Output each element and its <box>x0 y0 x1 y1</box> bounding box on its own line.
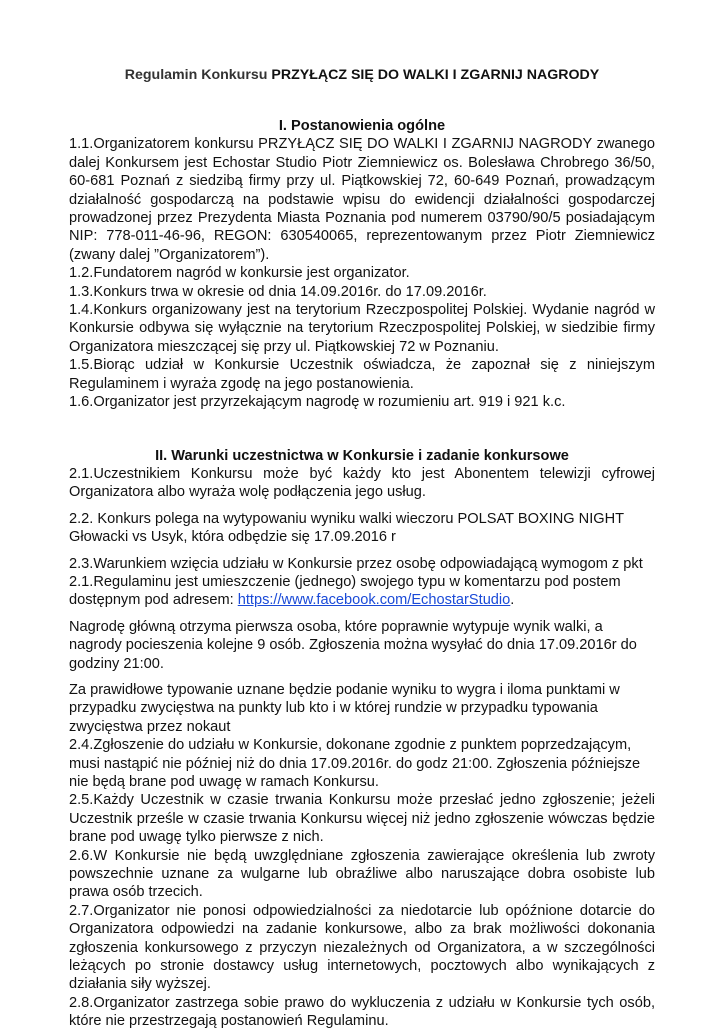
facebook-link[interactable]: https://www.facebook.com/EchostarStudio <box>237 592 511 609</box>
paragraph-2-3-text: 2.3.Warunkiem wzięcia udziału w Konkursie przez osobę odpowiadającą wymogom z pkt 2.1.Regulaminu jest umieszczenie (jednego) swojego typu w komentarzu pod postem dostępnym pod adresem: <box>69 555 643 609</box>
document-body <box>69 117 655 1031</box>
paragraph-1-6: 1.6.Organizator jest przyrzekającym nagrodę w rozumieniu art. 919 i 921 k.c. <box>69 394 566 411</box>
paragraph-1-3: 1.3.Konkurs trwa w okresie od dnia 14.09.2016r. do 17.09.2016r. <box>69 283 487 300</box>
paragraph-2-2: 2.2. Konkurs polega na wytypowaniu wyniku walki wieczoru POLSAT BOXING NIGHT Głowacki vs Usyk, która odbędzie się 17.09.2016 r <box>69 510 624 546</box>
paragraph-2-3 <box>69 555 655 610</box>
spacer <box>69 610 655 618</box>
paragraph-1-4: 1.4.Konkurs organizowany jest na terytorium Rzeczpospolitej Polskiej. Wydanie nagród w Konkursie odbywa się wyłącznie na terytorium Rzeczpospolitej Polskiej, w siedzibie firmy Organizatora mieszczącej się przy ul. Piątkowskiej 72 w Poznaniu. <box>69 302 655 355</box>
spacer <box>69 673 655 681</box>
paragraph-1-5: 1.5.Biorąc udział w Konkursie Uczestnik oświadcza, że zapoznał się z niniejszym Regulaminem i wyraża zgodę na jego postanowienia. <box>69 357 655 392</box>
paragraph-1-1: 1.1.Organizatorem konkursu PRZYŁĄCZ SIĘ DO WALKI I ZGARNIJ NAGRODY zwanego dalej Konkursem jest Echostar Studio Piotr Ziemniewicz os. Bolesława Chrobrego 36/50, 60-681 Poznań z siedzibą firmy przy ul. Piątkowskiej 72, 60-649 Poznań, prowadzącym działalność gospodarczą na podstawie wpisu do ewidencji działalności gospodarczej prowadzonej przez Prezydenta Miasta Poznania pod numerem 03790/90/5 posiadającym NIP: 778-011-46-96, REGON: 630540065, reprezentowanym przez Piotr Ziemniewicz (zwany dalej ”Organizatorem”). <box>69 136 655 263</box>
section-spacer <box>69 412 655 447</box>
section-1-heading: I. Postanowienia ogólne <box>278 118 446 134</box>
title-lead: Regulamin Konkursu <box>124 67 272 83</box>
paragraph-2-1: 2.1.Uczestnikiem Konkursu może być każdy kto jest Abonentem telewizji cyfrowej Organizatora albo wyraża wolę podłączenia jego usług. <box>69 465 655 501</box>
paragraph-2-7: 2.7.Organizator nie ponosi odpowiedzialności za niedotarcie lub opóźnione dotarcie do Organizatora odpowiedzi na zadanie konkursowe, albo za brak możliwości dokonania zgłoszenia konkursowego z przyczyn niezależnych od Organizatora, a w szczególności leżących po stronie dostawcy usług internetowych, pocztowych albo wynikających z działania siły wyższej. <box>69 902 655 993</box>
paragraph-2-4: 2.4.Zgłoszenie do udziału w Konkursie, dokonane zgodnie z punktem poprzedzającym, musi nastąpić nie później niż do dnia 17.09.2016r. do godz 21:00. Zgłoszenia późniejsze nie będą brane pod uwagę w ramach Konkursu. <box>69 737 641 790</box>
paragraph-prize: Nagrodę główną otrzyma pierwsza osoba, które poprawnie wytypuje wynik walki, a nagrody pocieszenia kolejne 9 osób. Zgłoszenia można wysyłać do dnia 17.09.2016r do godziny 21:00. <box>69 618 637 672</box>
title-contest-name: PRZYŁĄCZ SIĘ DO WALKI I ZGARNIJ NAGRODY <box>271 67 600 83</box>
paragraph-2-6: 2.6.W Konkursie nie będą uwzględniane zgłoszenia zawierające określenia lub zwroty powszechnie uznane za wulgarne lub obraźliwe albo naruszające dobra osobiste lub prawa osób trzecich. <box>69 847 655 901</box>
paragraph-2-8: 2.8.Organizator zastrzega sobie prawo do wykluczenia z udziału w Konkursie tych osób, które nie przestrzegają postanowień Regulaminu. <box>69 994 655 1030</box>
paragraph-2-5: 2.5.Każdy Uczestnik w czasie trwania Konkursu może przesłać jedno zgłoszenie; jeżeli Uczestnik prześle w czasie trwania Konkursu więcej niż jedno zgłoszenie wówczas będzie brane pod uwagę tylko pierwsze z nich. <box>69 792 655 846</box>
paragraph-typing: Za prawidłowe typowanie uznane będzie podanie wyniku to wygra i iloma punktami w przypadku zwycięstwa na punkty lub kto i w której rundzie w przypadku typowania zwycięstwa przez nokaut <box>69 681 620 735</box>
spacer <box>69 502 655 510</box>
paragraph-1-2: 1.2.Fundatorem nagród w konkursie jest organizator. <box>69 265 410 282</box>
document-title <box>40 66 684 84</box>
paragraph-2-3-end: . <box>510 592 515 609</box>
spacer <box>69 547 655 555</box>
section-2-heading: II. Warunki uczestnictwa w Konkursie i zadanie konkursowe <box>155 447 569 464</box>
